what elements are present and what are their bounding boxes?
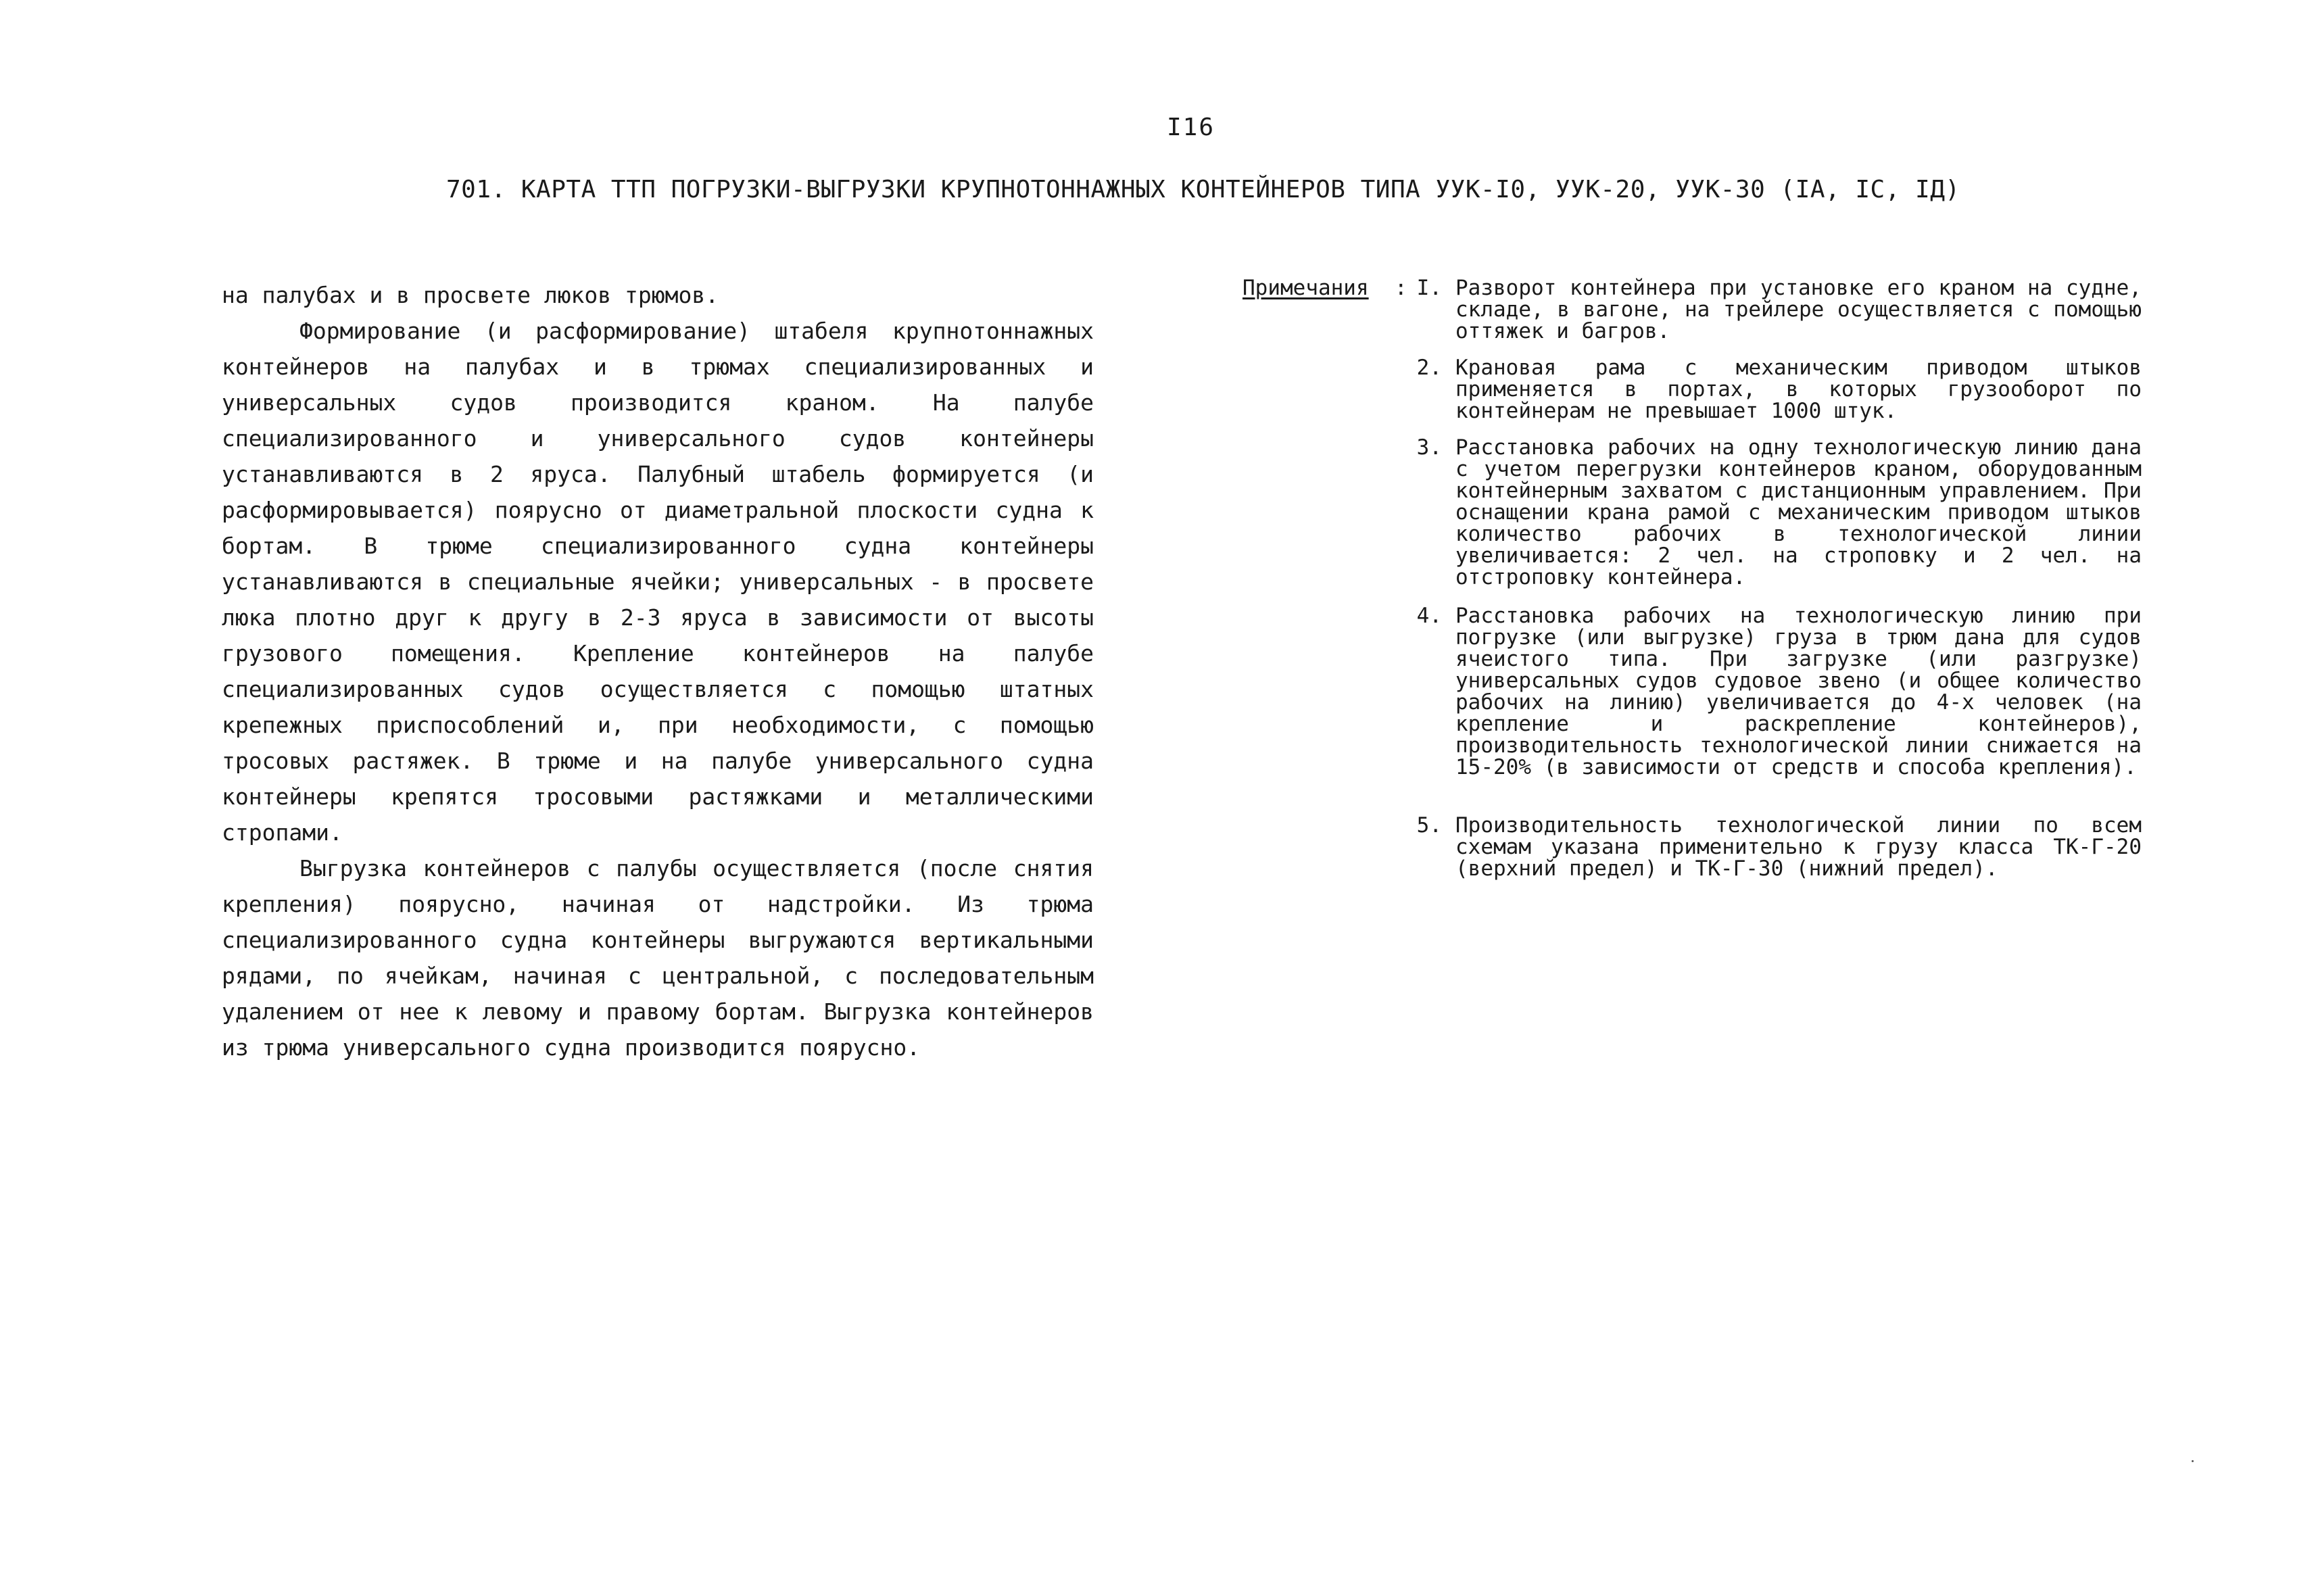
body-paragraph: Выгрузка контейнеров с палубы осуществляется (после снятия крепления) поярусно, начиная от надстройки. Из трюма специализированного судна контейнеры выгружаются вертикальными рядами, по ячейкам, начиная с центральной, с последовательным удалением от нее к левому и правому бортам. Выгрузка контейнеров из трюма универсального судна производится поярусно. [222, 855, 1094, 1061]
note-number: 2. [1416, 356, 1442, 380]
note-text: Производительность технологической линии по всем схемам указана применительно к грузу класса ТК-Г-20 (верхний предел) и ТК-Г-30 (нижний предел). [1455, 813, 2142, 881]
document-heading: 701. КАРТА ТТП ПОГРУЗКИ-ВЫГРУЗКИ КРУПНОТОННАЖНЫХ КОНТЕЙНЕРОВ ТИПА УУК-I0, УУК-20, УУК-30 (IA, IC, IД) [446, 176, 1960, 203]
note-text: Расстановка рабочих на технологическую линию при погрузке (или выгрузке) груза в трюм дана для судов ячеистого типа. При загрузке (или разгрузке) универсальных судов судовое звено (и общее количество рабочих на линию) увеличивается до 4-х человек (на крепление и раскрепление контейнеров), производительность технологической линии снижается на 15-20% (в зависимости от средств и способа крепления). [1455, 604, 2142, 779]
body-paragraph: на палубах и в просвете люков трюмов. [222, 282, 719, 308]
body-paragraph: Формирование (и расформирование) штабеля крупнотоннажных контейнеров на палубах и в трюмах специализированных и универсальных судов производится краном. На палубе специализированного и универсального судов контейнеры устанавливаются в 2 яруса. Палубный штабель формируется (и расформировывается) поярусно от диаметральной плоскости судна к бортам. В трюме специализированного судна контейнеры устанавливаются в специальные ячейки; универсальных - в просвете люка плотно друг к другу в 2-3 яруса в зависимости от высоты грузового помещения. Крепление контейнеров на палубе специализированных судов осуществляется с помощью штатных крепежных приспособлений и, при необходимости, с помощью тросовых растяжек. В трюме и на палубе универсального судна контейнеры крепятся тросовыми растяжками и металлическими стропами. [222, 318, 1094, 846]
note-item [1401, 605, 2142, 778]
page-number: I16 [1167, 114, 1215, 141]
scan-speck [2192, 1460, 2194, 1462]
note-text: Разворот контейнера при установке его краном на судне, складе, в вагоне, на трейлере осуществляется с помощью оттяжек и багров. [1455, 276, 2142, 343]
note-item [1401, 357, 2142, 422]
note-item [1401, 437, 2142, 588]
note-number: 4. [1416, 604, 1442, 628]
note-item [1401, 277, 2142, 342]
note-number: 5. [1416, 813, 1442, 838]
note-number: I. [1416, 276, 1442, 300]
notes-label: Примечания [1243, 276, 1369, 300]
note-text: Крановая рама с механическим приводом штыков применяется в портах, в которых грузооборот по контейнерам не превышает 1000 штук. [1455, 356, 2142, 423]
note-item [1401, 815, 2142, 879]
note-number: 3. [1416, 435, 1442, 460]
notes-label-colon: : [1395, 276, 1407, 300]
body-text [222, 277, 1094, 1065]
note-text: Расстановка рабочих на одну технологическую линию дана с учетом перегрузки контейнеров краном, оборудованным контейнерным захватом с дистанционным управлением. При оснащении крана рамой с механическим приводом штыков количество рабочих в технологической линии увеличивается: 2 чел. на строповку и 2 чел. на отстроповку контейнера. [1455, 435, 2142, 589]
